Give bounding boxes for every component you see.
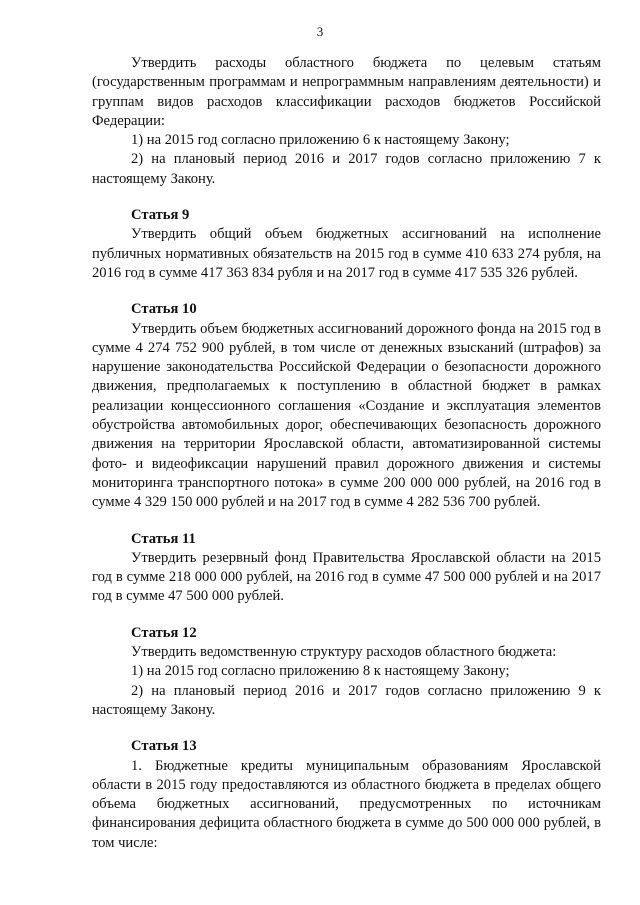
- page-number: 3: [316, 24, 324, 39]
- article-heading: Статья 10: [131, 301, 197, 318]
- article-heading: Статья 13: [131, 738, 197, 755]
- article-12: [92, 624, 601, 720]
- paragraph: Утвердить общий объем бюджетных ассигнований на исполнение публичных нормативных обязательств на 2015 год в сумме 410 633 274 рубля, на 2016 год в сумме 417 363 834 рубля и на 2017 год в сумме 417 535 326 рублей.: [92, 226, 601, 281]
- paragraph: 2) на плановый период 2016 и 2017 годов согласно приложению 9 к настоящему Закону.: [92, 682, 601, 718]
- article-9: [92, 206, 601, 283]
- paragraph: 1) на 2015 год согласно приложению 6 к настоящему Закону;: [131, 132, 510, 149]
- paragraph: Утвердить ведомственную структуру расходов областного бюджета:: [131, 644, 557, 661]
- article-13: [92, 737, 601, 853]
- paragraph: 2) на плановый период 2016 и 2017 годов согласно приложению 7 к настоящему Закону.: [92, 151, 601, 187]
- paragraph: 1) на 2015 год согласно приложению 8 к настоящему Закону;: [131, 663, 510, 680]
- article-heading: Статья 9: [131, 207, 190, 224]
- article-heading: Статья 11: [131, 530, 196, 547]
- paragraph: Утвердить объем бюджетных ассигнований дорожного фонда на 2015 год в сумме 4 274 752 900 рублей, в том числе от денежных взысканий (штрафов) за нарушение законодательства Российской Федерации о безопасности дорожного движения, предполагаемых к поступлению в областной бюджет в рамках реализации концессионного соглашения «Создание и эксплуатация элементов обустройства автомобильных дорог, обеспечивающих безопасность дорожного движения на территории Ярославской области, автоматизированной системы фото- и видеофиксации нарушений правил дорожного движения и системы мониторинга транспортного потока» в сумме 200 000 000 рублей, на 2016 год в сумме 4 329 150 000 рублей и на 2017 год в сумме 4 282 536 700 рублей.: [92, 320, 601, 511]
- article-heading: Статья 12: [131, 624, 197, 641]
- paragraph: 1. Бюджетные кредиты муниципальным образованиям Ярославской области в 2015 году предоставляются из областного бюджета в пределах общего объема бюджетных ассигнований, предусмотренных по источникам финансирования дефицита областного бюджета в сумме до 500 000 000 рублей, в том числе:: [92, 757, 601, 851]
- article-10: [92, 300, 601, 512]
- paragraph: Утвердить расходы областного бюджета по целевым статьям (государственным программам и непрограммным направлениям деятельности) и группам видов расходов классификации расходов бюджетов Российской Федерации:: [92, 55, 601, 129]
- document-body: [92, 54, 601, 853]
- paragraph: Утвердить резервный фонд Правительства Ярославской области на 2015 год в сумме 218 000 000 рублей, на 2016 год в сумме 47 500 000 рублей и на 2017 год в сумме 47 500 000 рублей.: [92, 549, 601, 605]
- article-11: [92, 530, 601, 607]
- intro-block: [92, 54, 601, 189]
